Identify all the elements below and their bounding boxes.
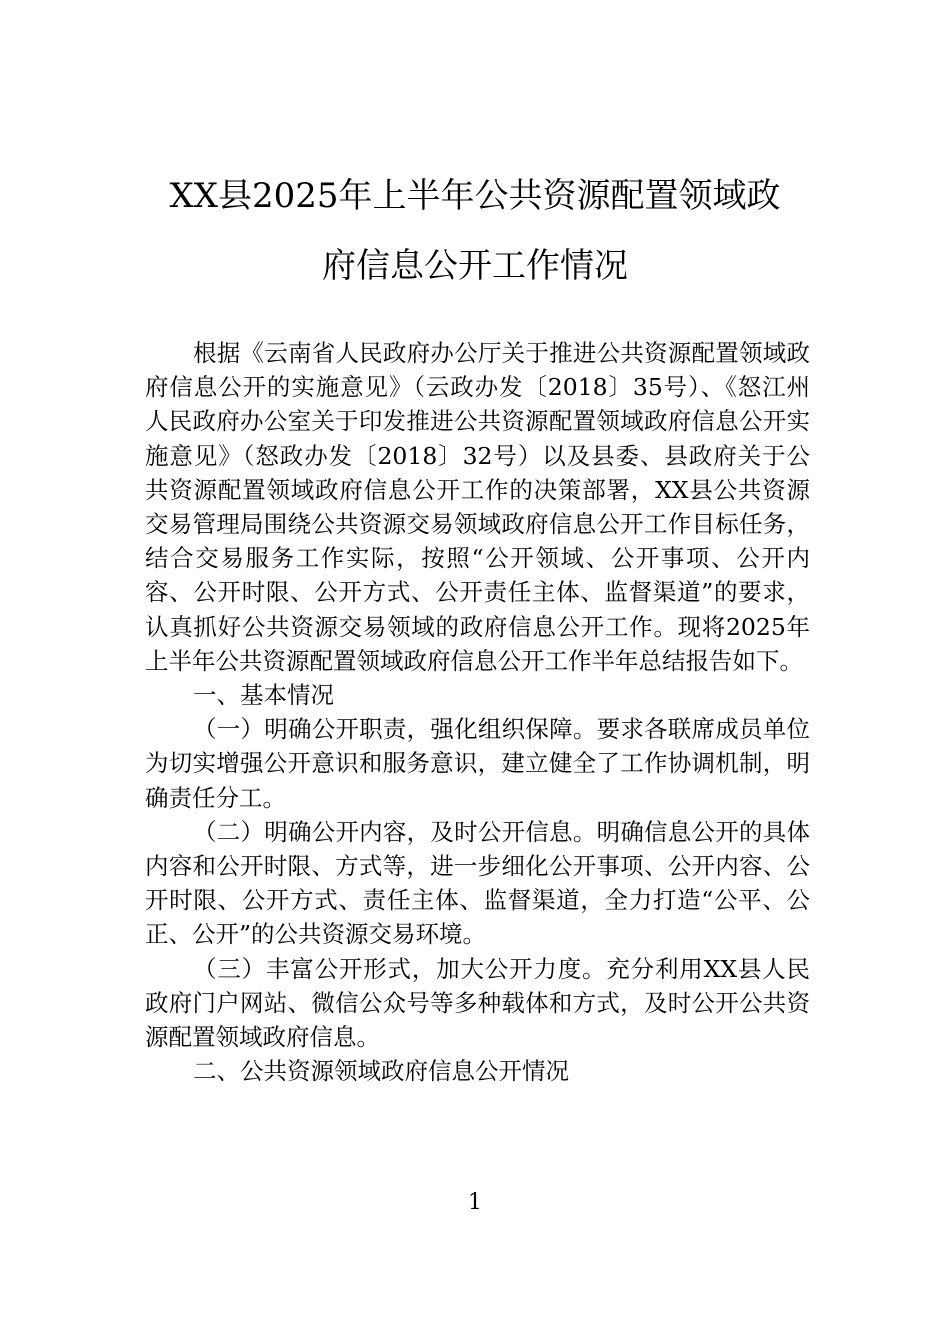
paragraph-item-2: （二）明确公开内容，及时公开信息。明确信息公开的具体内容和公开时限、方式等，进一步细化公开事项、公开内容、公开时限、公开方式、责任主体、监督渠道，全力打造“公平、公正、公开”的公共资源交易环境。 bbox=[145, 817, 810, 949]
document-title-line-1: XX县2025年上半年公共资源配置领域政 bbox=[169, 176, 781, 216]
section-heading-basic-situation: 一、基本情况 bbox=[193, 681, 334, 710]
page-number: 1 bbox=[468, 1190, 482, 1215]
intro-paragraph: 根据《云南省人民政府办公厅关于推进公共资源配置领域政府信息公开的实施意见》（云政办发〔2018〕35号）、《怒江州人民政府办公室关于印发推进公共资源配置领域政府信息公开实施意见》（怒政办发〔2018〕32号）以及县委、县政府关于公共资源配置领域政府信息公开工作的决策部署，XX县公共资源交易管理局围绕公共资源交易领域政府信息公开工作目标任务，结合交易服务工作实际，按照“公开领域、公开事项、公开内容、公开时限、公开方式、公开责任主体、监督渠道”的要求，认真抓好公共资源交易领域的政府信息公开工作。现将2025年上半年公共资源配置领域政府信息公开工作半年总结报告如下。 bbox=[145, 339, 810, 675]
paragraph-item-1: （一）明确公开职责，强化组织保障。要求各联席成员单位为切实增强公开意识和服务意识，建立健全了工作协调机制，明确责任分工。 bbox=[145, 715, 810, 812]
document-title-line-2: 府信息公开工作情况 bbox=[322, 246, 628, 286]
document-body bbox=[145, 336, 810, 1088]
section-heading-disclosure: 二、公共资源领域政府信息公开情况 bbox=[193, 1057, 569, 1086]
paragraph-item-3: （三）丰富公开形式，加大公开力度。充分利用XX县人民政府门户网站、微信公众号等多种载体和方式，及时公开公共资源配置领域政府信息。 bbox=[145, 954, 810, 1052]
